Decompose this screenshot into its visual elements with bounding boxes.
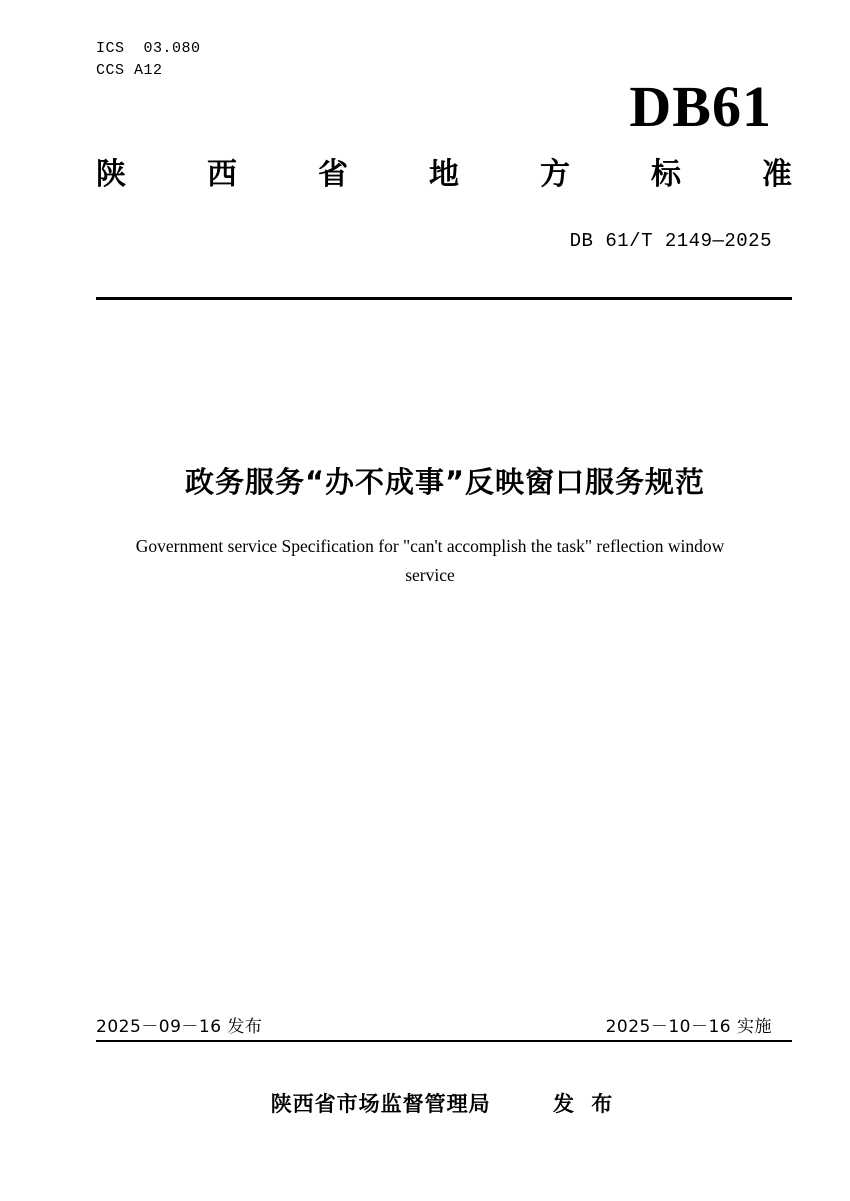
header-divider [96,297,792,300]
standard-number: DB 61/T 2149—2025 [569,230,772,252]
issue-verb: 发 布 [553,1092,618,1116]
standard-type-char: 省 [318,157,348,192]
ccs-line: CCS A12 [96,62,163,79]
issuer-row [96,1088,792,1118]
standard-type-char: 西 [207,157,237,192]
db61-mark: DB61 [629,74,772,139]
standard-type-char: 陕 [96,157,126,192]
issuer-name: 陕西省市场监督管理局 [270,1092,491,1116]
standard-type-char: 地 [429,157,459,192]
standard-type-title [96,158,792,192]
document-title-english [80,532,780,590]
ics-ccs-block [96,38,201,82]
ics-line: ICS 03.080 [96,40,201,57]
standard-type-char: 标 [651,157,681,192]
document-title-english-line2: service [405,565,455,585]
document-title-english-line1: Government service Specification for "can't accomplish the task" reflection window [135,536,725,556]
document-title-chinese: 政务服务“办不成事”反映窗口服务规范 [184,465,706,499]
standard-type-char: 方 [540,157,570,192]
footer-divider [96,1040,792,1042]
implementation-date: 2025－10－16 实施 [605,1017,772,1037]
issue-date: 2025－09－16 发布 [96,1017,263,1037]
standard-type-char: 准 [762,157,792,192]
